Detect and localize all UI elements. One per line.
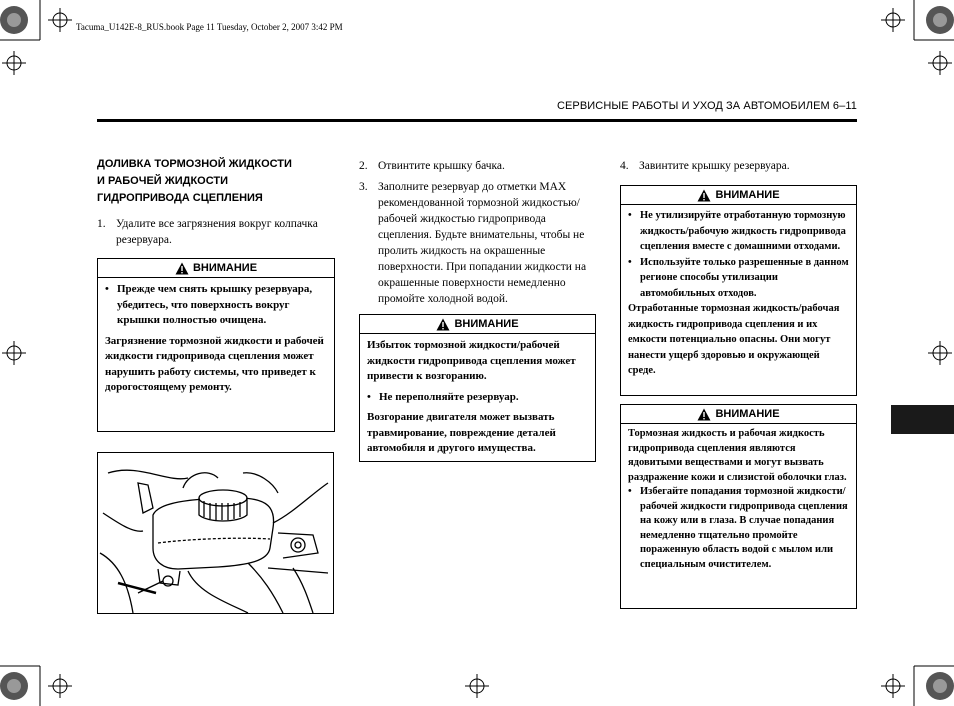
print-meta-line: Tacuma_U142E-8_RUS.book Page 11 Tuesday, October 2, 2007 3:42 PM [76,22,343,32]
step-number: 3. [359,181,368,193]
crosshair-mark-icon [881,674,905,698]
warning-bullet [105,282,327,329]
section-thumb-tab [891,405,954,434]
step-text: Удалите все загрязнения вокруг колпачка резервуара. [116,218,318,246]
section-title-line: ГИДРОПРИВОДА СЦЕПЛЕНИЯ [97,192,263,204]
warning-box [620,185,857,396]
section-title-line: ДОЛИВКА ТОРМОЗНОЙ ЖИДКОСТИ [97,158,292,170]
warning-triangle-icon [697,189,711,202]
bullet-text: Прежде чем снять крышку резервуара, убедитесь, что поверхность вокруг крышки полностью очищена. [117,283,313,326]
warning-label: ВНИМАНИЕ [454,318,519,330]
step-text: Заполните резервуар до отметки MAX рекомендованной тормозной жидкостью/рабочей жидкостью гидропривода сцепления. Будьте внимательны, чтобы не пролить жидкость на окрашенные поверхности. При попадании жидкости на окрашенные поверхности немедленно промойте холодной водой. [378,181,587,305]
step-4 [620,158,856,174]
warning-triangle-icon [175,262,189,275]
crosshair-mark-icon [928,51,952,75]
step-text: Завинтите крышку резервуара. [639,160,790,172]
step-number: 4. [620,160,629,172]
warning-bullet [367,390,588,406]
step-number: 2. [359,160,368,172]
crosshair-mark-icon [2,341,26,365]
step-2 [359,158,595,174]
crosshair-mark-icon [881,8,905,32]
warning-label: ВНИМАНИЕ [715,408,780,420]
bullet-text: Используйте только разрешенные в данном регионе способы утилизации автомобильных отходов. [640,256,849,299]
warning-paragraph: Отработанные тормозная жидкость/рабочая жидкость гидропривода сцепления и их емкости потенциально опасны. Они могут нанести ущерб здоровью и окружающей среде. [628,303,840,376]
bullet-mark: • [628,486,632,497]
warning-bullet [628,208,849,255]
warning-body [360,334,595,463]
brake-fluid-reservoir-illustration [97,452,334,614]
crosshair-mark-icon [465,674,489,698]
bullet-text: Избегайте попадания тормозной жидкости/рабочей жидкости гидропривода сцепления на кожу или в глаза. В случае попадания немедленно тщательно промойте пораженную область водой с мылом или специальным очистителем. [640,486,848,570]
reservoir-drawing [98,453,334,614]
warning-bullet [628,255,849,302]
section-title [97,156,327,207]
warning-body [98,278,334,402]
bullet-mark: • [367,390,371,403]
page-header: СЕРВИСНЫЕ РАБОТЫ И УХОД ЗА АВТОМОБИЛЕМ 6–11 [556,100,857,112]
crosshair-mark-icon [48,8,72,32]
warning-box [620,404,857,609]
warning-header [360,315,595,334]
warning-triangle-icon [697,408,711,421]
warning-box [359,314,596,462]
warning-header [98,259,334,278]
crosshair-mark-icon [928,341,952,365]
bullet-mark: • [628,256,632,268]
bullet-mark: • [628,210,632,221]
warning-bullet [628,485,849,572]
warning-paragraph: Тормозная жидкость и рабочая жидкость гидропривода сцепления являются ядовитыми веществами и могут вызвать раздражение кожи и слизистой оболочки глаз. [628,428,847,483]
step-number: 1. [97,218,106,230]
bullet-text: Не утилизируйте отработанную тормозную жидкость/рабочую жидкость гидропривода сцепления вместе с домашними отходами. [640,210,846,252]
section-title-line: И РАБОЧЕЙ ЖИДКОСТИ [97,175,229,187]
step-text: Отвинтите крышку бачка. [378,160,505,172]
warning-paragraph: Возгорание двигателя может вызвать травмирование, повреждение деталей автомобиля и другого имущества. [367,411,556,454]
warning-box [97,258,335,432]
crosshair-mark-icon [48,674,72,698]
header-rule [97,119,857,122]
warning-triangle-icon [436,318,450,331]
step-1 [97,216,337,248]
bullet-text: Не переполняйте резервуар. [379,390,519,403]
warning-body [621,205,856,385]
bullet-mark: • [105,283,109,295]
warning-header [621,186,856,205]
warning-paragraph: Загрязнение тормозной жидкости и рабочей жидкости гидропривода сцепления может нарушить работу системы, что приведет к дорогостоящему ремонту. [105,334,324,393]
warning-header [621,405,856,424]
step-3 [359,179,597,307]
warning-label: ВНИМАНИЕ [192,262,258,274]
warning-paragraph: Избыток тормозной жидкости/рабочей жидкости гидропривода сцепления может привести к возгоранию. [367,339,576,382]
crosshair-mark-icon [2,51,26,75]
warning-body [621,424,856,578]
warning-label: ВНИМАНИЕ [715,189,780,201]
